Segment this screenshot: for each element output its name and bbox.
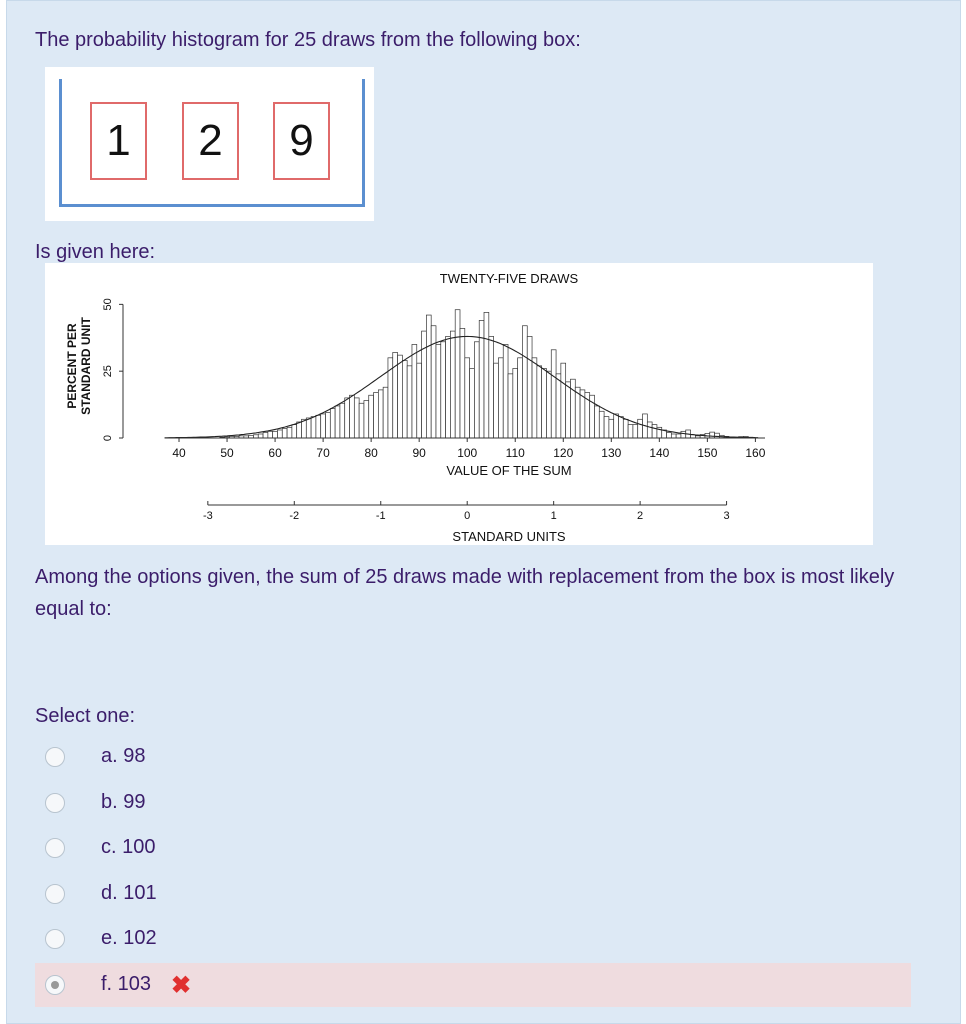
- x-tick-label: 70: [316, 446, 330, 460]
- histogram-bar: [455, 310, 460, 438]
- x-tick-label: 160: [745, 446, 766, 460]
- option-label: f. 103: [101, 973, 152, 995]
- histogram-bar: [484, 312, 489, 438]
- histogram-bar: [638, 419, 643, 438]
- x-axis-label: VALUE OF THE SUM: [446, 463, 572, 478]
- histogram-bar: [287, 427, 292, 438]
- histogram-bar: [446, 336, 451, 438]
- radio-button[interactable]: [45, 747, 65, 767]
- histogram-bar: [710, 432, 715, 438]
- histogram-bar: [441, 342, 446, 438]
- histogram-bar: [470, 369, 475, 438]
- histogram-bar: [268, 431, 273, 438]
- radio-button[interactable]: [45, 975, 65, 995]
- x-tick-label: 140: [649, 446, 670, 460]
- x-tick-label: 110: [505, 446, 525, 460]
- histogram-bar: [417, 363, 422, 438]
- radio-button[interactable]: [45, 929, 65, 949]
- radio-button[interactable]: [45, 884, 65, 904]
- histogram-bar: [527, 336, 532, 438]
- histogram-bar: [542, 369, 547, 438]
- x-tick-label: 100: [457, 446, 478, 460]
- x-tick-label: 60: [268, 446, 282, 460]
- histogram-bar: [652, 425, 657, 438]
- option-label: b. 99: [101, 791, 146, 813]
- histogram-bar: [321, 414, 326, 438]
- x-tick-label: 120: [553, 446, 574, 460]
- histogram-bar: [306, 418, 311, 438]
- histogram-bar: [551, 350, 556, 438]
- histogram-bar: [503, 344, 508, 438]
- histogram-bar: [594, 406, 599, 438]
- histogram-bar: [354, 398, 359, 438]
- histogram-bar: [369, 395, 374, 438]
- histogram-bar: [474, 342, 479, 438]
- histogram-bar: [273, 431, 278, 438]
- histogram-bar: [513, 369, 518, 438]
- histogram-bar: [676, 434, 681, 438]
- histogram-bar: [350, 395, 355, 438]
- histogram-bar: [340, 403, 345, 438]
- histogram-bar: [537, 366, 542, 438]
- y-tick-label: 0: [102, 434, 114, 442]
- ticket-1: 1: [90, 102, 147, 180]
- histogram-bar: [604, 417, 609, 438]
- histogram-bar: [263, 433, 268, 438]
- question-prompt: Among the options given, the sum of 25 draws made with replacement from the box is most likely equal to:: [35, 566, 895, 620]
- histogram-bar: [561, 363, 566, 438]
- histogram-bar: [297, 422, 302, 438]
- histogram-bar: [508, 374, 513, 438]
- histogram-bar: [383, 387, 388, 438]
- su-axis-label: STANDARD UNITS: [452, 529, 566, 544]
- x-tick-label: 90: [412, 446, 426, 460]
- histogram-bar: [282, 429, 287, 438]
- histogram-bar: [556, 374, 561, 438]
- histogram-bar: [522, 326, 527, 438]
- option-label: a. 98: [101, 745, 146, 767]
- histogram-bar: [623, 419, 628, 438]
- histogram-bar: [609, 419, 614, 438]
- histogram-bar: [498, 358, 503, 438]
- histogram-bar: [330, 409, 335, 438]
- histogram-bar: [566, 382, 571, 438]
- select-one-label: Select one:: [35, 705, 136, 727]
- histogram-bar: [378, 390, 383, 438]
- x-tick-label: 150: [697, 446, 718, 460]
- histogram-bar: [460, 328, 465, 438]
- answer-option[interactable]: [35, 735, 911, 779]
- x-tick-label: 50: [220, 446, 234, 460]
- su-tick-label: 0: [464, 510, 471, 522]
- answer-option[interactable]: [35, 826, 911, 870]
- histogram-bar: [681, 431, 686, 438]
- histogram-bar: [647, 422, 652, 438]
- question-panel: [6, 0, 961, 1024]
- probability-histogram: [45, 263, 873, 545]
- histogram-bar: [398, 355, 403, 438]
- histogram-bar: [316, 415, 321, 438]
- histogram-bar: [628, 425, 633, 438]
- answer-option[interactable]: [35, 963, 911, 1007]
- y-tick-label: 50: [102, 298, 114, 311]
- histogram-bar: [450, 331, 455, 438]
- histogram-bar: [359, 403, 364, 438]
- histogram-bar: [311, 417, 316, 438]
- histogram-bar: [633, 425, 638, 438]
- histogram-bar: [532, 358, 537, 438]
- histogram-bar: [489, 336, 494, 438]
- histogram-bar: [412, 344, 417, 438]
- histogram-bar: [335, 406, 340, 438]
- su-tick-label: -3: [202, 510, 213, 522]
- ticket-2: 2: [182, 102, 239, 180]
- radio-button[interactable]: [45, 793, 65, 813]
- histogram-bar: [667, 433, 672, 438]
- su-tick-label: 3: [723, 510, 730, 522]
- option-label: d. 101: [101, 882, 157, 904]
- histogram-bar: [407, 366, 412, 438]
- x-tick-label: 130: [601, 446, 622, 460]
- histogram-bar: [436, 344, 441, 438]
- x-tick-label: 40: [172, 446, 186, 460]
- x-tick-label: 80: [364, 446, 378, 460]
- histogram-bar: [518, 358, 523, 438]
- histogram-bar: [465, 358, 470, 438]
- su-tick-label: -1: [375, 510, 386, 522]
- answer-option[interactable]: [35, 917, 911, 961]
- histogram-bar: [326, 413, 331, 438]
- histogram-bar: [402, 360, 407, 438]
- histogram-bar: [277, 430, 282, 438]
- answer-option[interactable]: [35, 781, 911, 825]
- histogram-bar: [258, 434, 263, 438]
- histogram-svg: [45, 263, 873, 545]
- su-tick-label: 2: [637, 510, 644, 522]
- box-diagram: [45, 67, 374, 221]
- histogram-bar: [426, 315, 431, 438]
- y-tick-label: 25: [102, 365, 114, 378]
- option-label: c. 100: [101, 836, 156, 858]
- given-text: Is given here:: [35, 241, 156, 263]
- option-label: e. 102: [101, 927, 157, 949]
- histogram-bar: [494, 363, 499, 438]
- su-tick-label: -2: [289, 510, 300, 522]
- radio-button[interactable]: [45, 838, 65, 858]
- histogram-bar: [715, 433, 720, 438]
- histogram-bar: [345, 398, 350, 438]
- su-tick-label: 1: [550, 510, 557, 522]
- y-axis-label-line2: STANDARD UNIT: [79, 317, 93, 415]
- histogram-bar: [546, 371, 551, 438]
- histogram-bar: [599, 411, 604, 438]
- histogram-bar: [292, 425, 297, 438]
- histogram-bar: [671, 434, 676, 438]
- cross-mark-icon: ✖: [171, 972, 192, 999]
- chart-title: TWENTY-FIVE DRAWS: [439, 271, 579, 286]
- histogram-bar: [614, 414, 619, 438]
- histogram-bar: [374, 393, 379, 438]
- histogram-bar: [619, 417, 624, 438]
- histogram-bar: [364, 401, 369, 438]
- question-intro: The probability histogram for 25 draws from the following box:: [35, 29, 581, 51]
- ticket-3: 9: [273, 102, 330, 180]
- y-axis-label-line1: PERCENT PER: [65, 323, 79, 409]
- answer-option[interactable]: [35, 872, 911, 916]
